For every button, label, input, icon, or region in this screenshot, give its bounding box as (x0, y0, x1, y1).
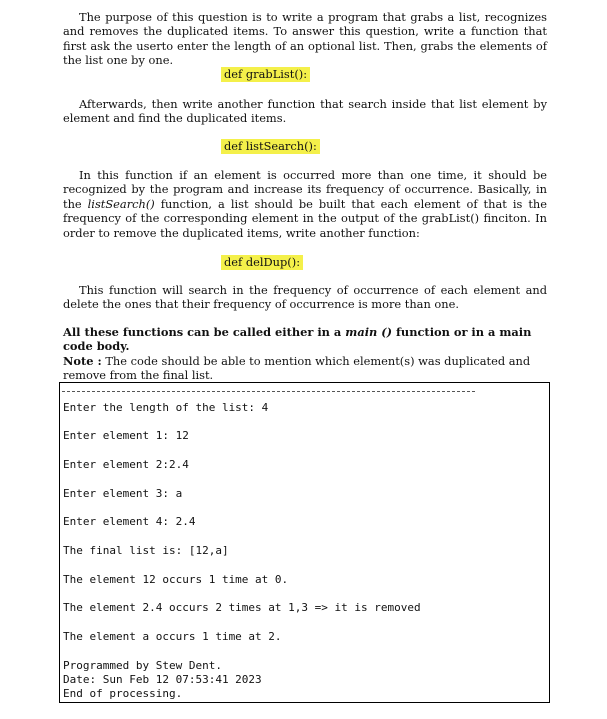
console-line: The element a occurs 1 time at 2. (63, 630, 282, 643)
console-line: End of processing. (63, 687, 183, 700)
main-emphasis: main () (345, 325, 393, 339)
grablist-function-label: def grabList(): (221, 67, 310, 82)
afterwards-paragraph (63, 97, 547, 126)
requirements-line1 (63, 325, 531, 353)
console-line: Enter element 1: 12 (63, 429, 189, 442)
note-text: The code should be able to mention which element(s) was duplicated and remove from the final list. (63, 353, 531, 383)
console-line: The final list is: [12,a] (63, 544, 229, 557)
deldup-function-label: def delDup(): (221, 255, 303, 270)
console-line: Enter element 3: a (63, 487, 183, 500)
deldup-paragraph (63, 283, 547, 312)
console-line: The element 2.4 occurs 2 times at 1,3 => it is removed (63, 601, 421, 614)
frequency-text-part2: function, a list should be built that each element of that is the frequency of the corresponding element in the output of the grabList() finciton. In order to remove the duplicated items, write another function: (63, 196, 547, 240)
afterwards-text: Afterwards, then write another function that search inside that list element by element and find the duplicated items. (63, 97, 547, 126)
dashed-divider (62, 391, 475, 392)
listsearch-emphasis: listSearch() (87, 196, 155, 211)
console-output (59, 382, 550, 703)
console-line: Enter element 2:2.4 (63, 458, 189, 471)
requirements-line1-part1: All these functions can be called either in a (63, 325, 346, 339)
note-label: Note : (63, 353, 102, 368)
requirements-block (63, 325, 543, 383)
listsearch-function-label: def listSearch(): (221, 139, 320, 154)
deldup-text: This function will search in the frequency of occurrence of each element and delete the ones that their frequency of occurrence is more than one. (63, 283, 547, 312)
console-line: Enter the length of the list: 4 (63, 401, 269, 414)
intro-paragraph (63, 10, 547, 68)
requirements-line1-part2: function or in a main code body. (63, 325, 532, 354)
console-line: The element 12 occurs 1 time at 0. (63, 573, 289, 586)
frequency-paragraph (63, 168, 547, 240)
console-line: Programmed by Stew Dent. (63, 659, 222, 672)
console-line: Enter element 4: 2.4 (63, 515, 196, 528)
console-line: Date: Sun Feb 12 07:53:41 2023 (63, 673, 262, 686)
frequency-text-part1: In this function if an element is occurred more than one time, it should be recognized by the program and increase its frequency of occurrence. Basically, in the (63, 168, 547, 211)
intro-text: The purpose of this question is to write a program that grabs a list, recognizes and removes the duplicated items. To answer this question, write a function that first ask the userto enter the length of an optional list. Then, grabs the elements of the list one by one. (63, 10, 547, 68)
